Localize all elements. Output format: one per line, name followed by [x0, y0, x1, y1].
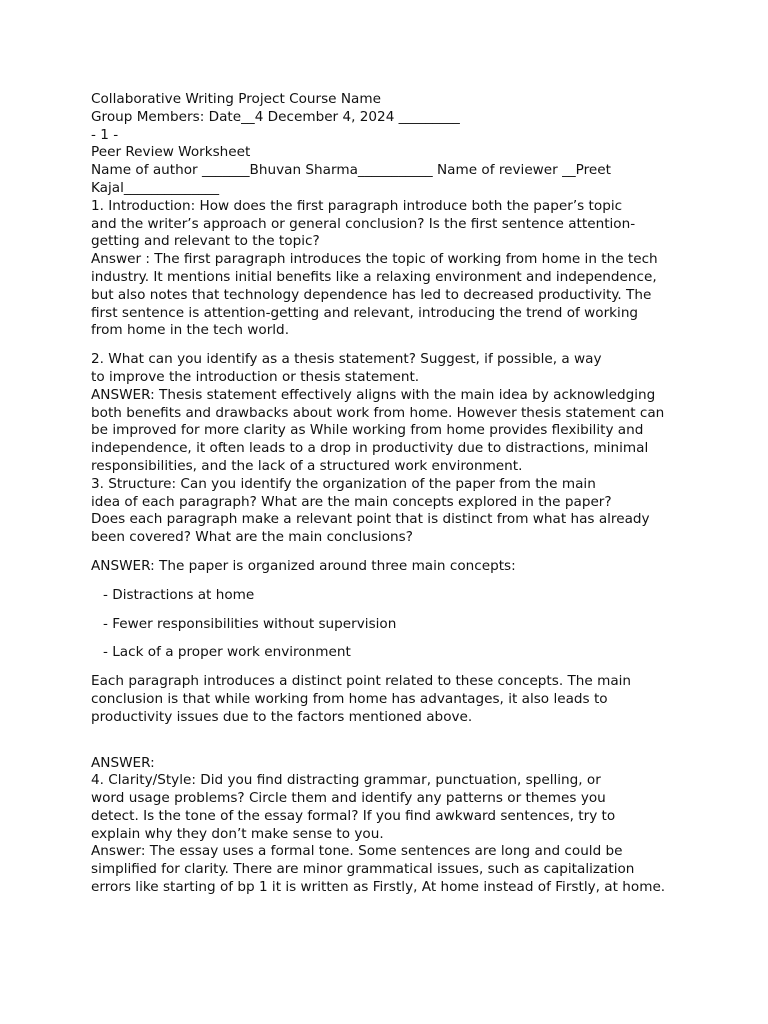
answer-1-line: from home in the tech world.: [91, 322, 290, 339]
answer-3-conclusion-line: Each paragraph introduces a distinct point related to these concepts. The main: [91, 673, 632, 690]
question-4-line: explain why they don’t make sense to you.: [91, 825, 384, 842]
answer-4-line: simplified for clarity. There are minor grammatical issues, such as capitalization: [91, 861, 635, 878]
answer-4-line: Answer: The essay uses a formal tone. Some sentences are long and could be: [91, 843, 623, 860]
answer-2-line: ANSWER: Thesis statement effectively aligns with the main idea by acknowledging: [91, 386, 656, 403]
page-marker: - 1 -: [91, 126, 119, 143]
question-2-line: to improve the introduction or thesis statement.: [91, 368, 420, 385]
answer-1-line: industry. It mentions initial benefits like a relaxing environment and independence,: [91, 268, 657, 285]
question-3-line: been covered? What are the main conclusions?: [91, 529, 413, 546]
document-header: [91, 91, 691, 198]
answer-3-intro: ANSWER: The paper is organized around three main concepts:: [91, 557, 516, 574]
answer-1-line: Answer : The first paragraph introduces the topic of working from home in the tech: [91, 251, 658, 268]
question-4-line: 4. Clarity/Style: Did you find distracting grammar, punctuation, spelling, or: [91, 772, 601, 789]
answer-2-line: be improved for more clarity as While working from home provides flexibility and: [91, 422, 644, 439]
question-4-line: word usage problems? Circle them and identify any patterns or themes you: [91, 790, 606, 807]
question-4-section: [91, 755, 691, 897]
answer-1-line: but also notes that technology dependence has led to decreased productivity. The: [91, 286, 652, 303]
question-2-section: [91, 351, 691, 476]
question-1-line: getting and relevant to the topic?: [91, 233, 320, 250]
answer-label: ANSWER:: [91, 754, 155, 771]
question-1-line: and the writer’s approach or general conclusion? Is the first sentence attention-: [91, 215, 636, 232]
question-1-section: [91, 198, 691, 340]
question-3-section: [91, 476, 691, 727]
concept-list-item: - Distractions at home: [103, 586, 255, 603]
reviewer-name-continued: Kajal______________: [91, 179, 220, 196]
question-3-line: idea of each paragraph? What are the main concepts explored in the paper?: [91, 493, 612, 510]
question-3-line: 3. Structure: Can you identify the organization of the paper from the main: [91, 475, 596, 492]
answer-2-line: responsibilities, and the lack of a structured work environment.: [91, 457, 523, 474]
answer-2-line: both benefits and drawbacks about work from home. However thesis statement can: [91, 404, 665, 421]
group-members-date: Group Members: Date__4 December 4, 2024 _________: [91, 108, 460, 125]
concept-list-item: - Lack of a proper work environment: [103, 644, 351, 661]
author-reviewer-line: Name of author _______Bhuvan Sharma___________ Name of reviewer __Preet: [91, 162, 611, 179]
answer-3-conclusion-line: conclusion is that while working from home has advantages, it also leads to: [91, 690, 608, 707]
question-2-line: 2. What can you identify as a thesis statement? Suggest, if possible, a way: [91, 351, 602, 368]
question-3-line: Does each paragraph make a relevant point that is distinct from what has already: [91, 511, 650, 528]
course-title: Collaborative Writing Project Course Name: [91, 91, 381, 107]
answer-4-line: errors like starting of bp 1 it is written as Firstly, At home instead of Firstly, at home.: [91, 879, 666, 896]
document-page: [91, 91, 691, 897]
answer-2-line: independence, it often leads to a drop in productivity due to distractions, minimal: [91, 440, 649, 457]
worksheet-title: Peer Review Worksheet: [91, 144, 251, 161]
answer-3-conclusion-line: productivity issues due to the factors mentioned above.: [91, 708, 473, 725]
answer-1-line: first sentence is attention-getting and relevant, introducing the trend of working: [91, 304, 639, 321]
concept-list-item: - Fewer responsibilities without supervision: [103, 615, 397, 632]
question-4-line: detect. Is the tone of the essay formal? If you find awkward sentences, try to: [91, 807, 616, 824]
question-1-line: 1. Introduction: How does the first paragraph introduce both the paper’s topic: [91, 197, 623, 214]
